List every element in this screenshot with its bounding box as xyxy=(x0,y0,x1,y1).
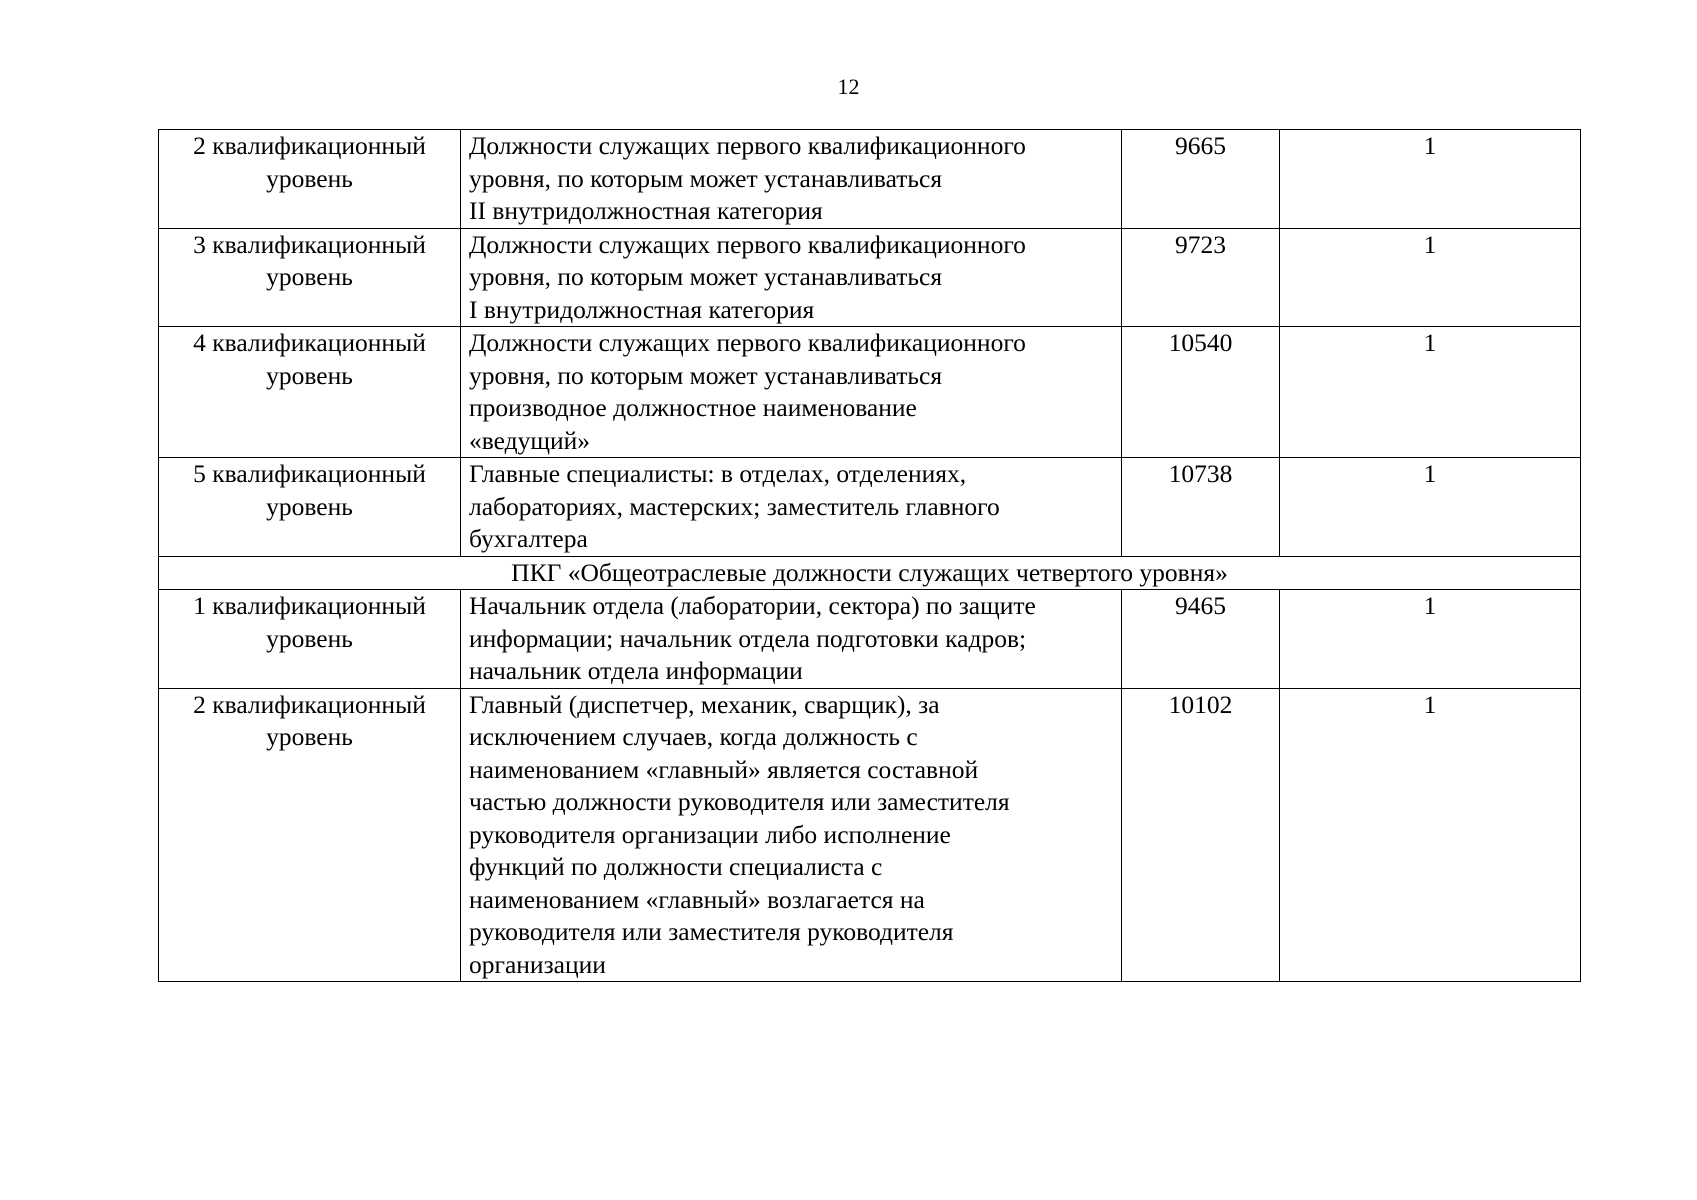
position-description-line: функций по должности специалиста с xyxy=(469,852,883,881)
position-description-line: наименованием «главный» является составной xyxy=(469,754,979,784)
position-description-line: информации; начальник отдела подготовки кадров; xyxy=(469,623,1027,653)
position-description-line: наименованием «главный» возлагается на xyxy=(469,884,925,914)
group-header-title: ПКГ «Общеотраслевые должности служащих четвертого уровня» xyxy=(159,556,1581,590)
position-description-line: «ведущий» xyxy=(469,425,591,455)
position-description-line: II внутридолжностная категория xyxy=(469,196,823,225)
salary-cell: 9465 xyxy=(1122,590,1280,689)
position-description-line: Главные специалисты: в отделах, отделениях, xyxy=(469,459,967,488)
qualification-level-cell xyxy=(159,688,461,982)
position-description-line: лабораториях, мастерских; заместитель главного xyxy=(469,491,1000,521)
position-description-cell xyxy=(461,688,1122,982)
position-description-line: I внутридолжностная категория xyxy=(469,294,815,324)
position-description-line: Должности служащих первого квалификационного xyxy=(469,328,1026,357)
position-description-line: частью должности руководителя или заместителя xyxy=(469,787,1010,816)
table-row xyxy=(159,458,1581,557)
salary-table-body xyxy=(159,130,1581,982)
qualification-level-line: уровень xyxy=(266,360,353,390)
position-description-line: бухгалтера xyxy=(469,524,588,553)
qualification-level-line: уровень xyxy=(266,623,353,653)
position-description-line: начальник отдела информации xyxy=(469,656,803,685)
position-description-cell xyxy=(461,327,1122,458)
qualification-level-line: 3 квалификационный xyxy=(193,229,426,259)
qualification-level-cell xyxy=(159,327,461,458)
salary-cell: 9723 xyxy=(1122,228,1280,327)
coefficient-cell: 1 xyxy=(1280,688,1581,982)
position-description-line: руководителя или заместителя руководителя xyxy=(469,917,954,946)
coefficient-cell: 1 xyxy=(1280,228,1581,327)
table-row xyxy=(159,590,1581,689)
position-description-cell xyxy=(461,228,1122,327)
position-description-line: уровня, по которым может устанавливаться xyxy=(469,163,943,193)
coefficient-cell: 1 xyxy=(1280,458,1581,557)
position-description-line: организации xyxy=(469,949,606,979)
salary-cell: 10738 xyxy=(1122,458,1280,557)
qualification-level-line: уровень xyxy=(266,262,353,291)
coefficient-cell: 1 xyxy=(1280,327,1581,458)
position-description-line: уровня, по которым может устанавливаться xyxy=(469,360,943,390)
qualification-level-line: 2 квалификационный xyxy=(193,689,426,719)
table-row xyxy=(159,688,1581,982)
salary-table xyxy=(158,129,1581,982)
position-description-line: Начальник отдела (лаборатории, сектора) по защите xyxy=(469,591,1036,620)
salary-cell: 9665 xyxy=(1122,130,1280,229)
position-description-line: уровня, по которым может устанавливаться xyxy=(469,262,943,291)
position-description-line: Должности служащих первого квалификационного xyxy=(469,229,1026,259)
position-description-cell xyxy=(461,590,1122,689)
group-header-row xyxy=(159,556,1581,590)
table-row xyxy=(159,228,1581,327)
qualification-level-line: 5 квалификационный xyxy=(193,459,426,488)
qualification-level-line: уровень xyxy=(266,491,353,521)
position-description-cell xyxy=(461,130,1122,229)
table-row xyxy=(159,327,1581,458)
qualification-level-line: 4 квалификационный xyxy=(193,328,426,357)
coefficient-cell: 1 xyxy=(1280,130,1581,229)
salary-cell: 10540 xyxy=(1122,327,1280,458)
position-description-line: исключением случаев, когда должность с xyxy=(469,722,918,751)
position-description-line: производное должностное наименование xyxy=(469,393,917,422)
position-description-line: руководителя организации либо исполнение xyxy=(469,819,951,849)
position-description-cell xyxy=(461,458,1122,557)
qualification-level-line: 2 квалификационный xyxy=(193,131,426,160)
salary-cell: 10102 xyxy=(1122,688,1280,982)
qualification-level-line: 1 квалификационный xyxy=(193,591,426,620)
qualification-level-cell xyxy=(159,458,461,557)
position-description-line: Главный (диспетчер, механик, сварщик), за xyxy=(469,689,940,719)
coefficient-cell: 1 xyxy=(1280,590,1581,689)
qualification-level-line: уровень xyxy=(266,163,353,193)
qualification-level-cell xyxy=(159,590,461,689)
page-number: 12 xyxy=(837,74,860,99)
position-description-line: Должности служащих первого квалификационного xyxy=(469,131,1026,160)
qualification-level-cell xyxy=(159,130,461,229)
qualification-level-cell xyxy=(159,228,461,327)
qualification-level-line: уровень xyxy=(266,722,353,751)
table-row xyxy=(159,130,1581,229)
